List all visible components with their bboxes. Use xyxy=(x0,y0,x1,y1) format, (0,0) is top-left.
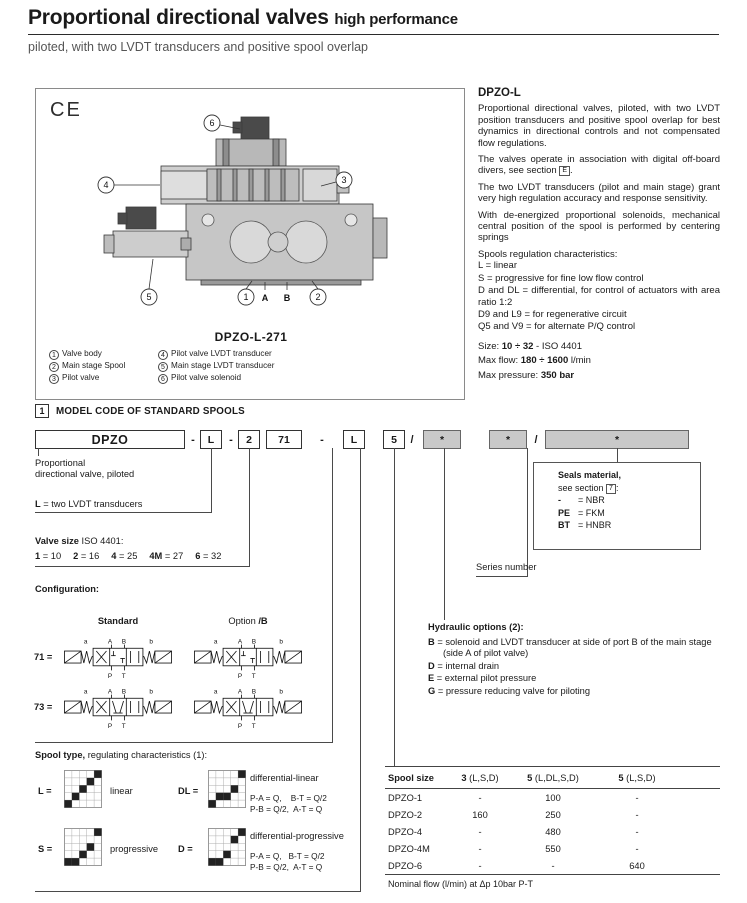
legend-num-icon: 5 xyxy=(158,362,168,372)
table-cell: DPZO-1 xyxy=(388,792,423,803)
config-row-71-label: 71 = xyxy=(34,652,53,662)
legend-num-icon: 6 xyxy=(158,374,168,384)
legend-num-icon: 2 xyxy=(49,362,59,372)
list-item: Q5 and V9 = for alternate P/Q control xyxy=(478,321,636,333)
connector-line xyxy=(35,566,250,567)
table-cell: - xyxy=(478,792,482,803)
column-header: 3 (L,S,D) xyxy=(461,772,499,783)
connector-line xyxy=(332,448,333,742)
spool-type-key: D = xyxy=(178,844,193,854)
model-code-box-option2: * xyxy=(489,430,527,449)
config-row-73-label: 73 = xyxy=(34,702,53,712)
table-row xyxy=(385,806,720,823)
spool-type-name: linear xyxy=(110,786,133,796)
table-cell: 100 xyxy=(545,792,561,803)
spool-type-name: differential-linear xyxy=(250,773,319,783)
model-code-slash: / xyxy=(534,433,538,446)
model-code-box-spool-size: 5 xyxy=(383,430,405,449)
column-header: 5 (L,S,D) xyxy=(618,772,656,783)
table-cell: DPZO-4M xyxy=(388,843,430,854)
valve-symbol-73-option-b xyxy=(188,686,308,729)
callout-1: 1 xyxy=(243,292,249,302)
spool-type-equation: P-B = Q/2, A-T = Q xyxy=(250,862,323,872)
callout-4: 4 xyxy=(103,180,109,190)
legend-num-icon: 1 xyxy=(49,350,59,360)
connector-line xyxy=(444,448,445,620)
product-code-heading: DPZO-L xyxy=(478,87,521,99)
list-item: S = progressive for fine low flow control xyxy=(478,272,644,284)
hydraulic-options xyxy=(428,622,720,698)
max-pressure-spec: Max pressure: 350 bar xyxy=(478,369,575,381)
table-cell: 250 xyxy=(545,809,561,820)
page-title-suffix: high performance xyxy=(334,11,458,28)
column-header: 5 (L,DL,S,D) xyxy=(527,772,579,783)
list-item: D9 and L9 = for regenerative circuit xyxy=(478,308,627,320)
seals-material-box xyxy=(533,462,701,550)
hydraulic-options-title: Hydraulic options (2): xyxy=(428,622,524,632)
model-code-section-number: 1 xyxy=(35,404,49,418)
connector-line xyxy=(476,576,528,577)
spool-type-title: Spool type, regulating characteristics (1): xyxy=(35,750,208,760)
connector-line xyxy=(617,448,618,462)
spool-type-equation: P-A = Q, B-T = Q/2 xyxy=(250,793,327,803)
legend-item: 6 Pilot valve solenoid xyxy=(158,373,241,384)
legend-item: 3 Pilot valve xyxy=(49,373,99,384)
description-paragraph: Proportional directional valves, piloted, with two LVDT position transducers and positive spool overlap for best dynamics in directional controls and not compensated flow regulations. xyxy=(478,103,720,149)
page-title: Proportional directional valves high performance xyxy=(28,6,458,29)
seals-title: Seals material, xyxy=(558,470,622,480)
spool-size-table xyxy=(385,766,720,891)
model-code-box-family: DPZO xyxy=(35,430,185,449)
spools-characteristics-heading: Spools regulation characteristics: xyxy=(478,248,618,260)
connector-line xyxy=(360,448,361,891)
table-footer-note: Nominal flow (l/min) at Δp 10bar P-T xyxy=(385,874,720,891)
table-cell: 160 xyxy=(472,809,488,820)
legend-item: 1 Valve body xyxy=(49,349,102,360)
column-header: Spool size xyxy=(388,772,434,783)
legend-item: 4 Pilot valve LVDT transducer xyxy=(158,349,272,360)
callout-3: 3 xyxy=(341,175,347,185)
connector-line xyxy=(527,448,528,576)
table-cell: - xyxy=(635,826,639,837)
description-paragraph: The two LVDT transducers (pilot and main stage) grant very high regulation accuracy and response sensitivity. xyxy=(478,181,720,205)
section-ref-box: E xyxy=(559,166,570,176)
spool-type-key: DL = xyxy=(178,786,199,796)
table-cell: DPZO-4 xyxy=(388,826,423,837)
characteristic-grid-icon-linear xyxy=(64,770,102,808)
port-a-label: A xyxy=(261,293,269,303)
model-code-slash: / xyxy=(410,433,414,446)
table-cell: - xyxy=(551,860,555,871)
valve-symbol-71-standard xyxy=(58,636,178,679)
valve-size-title: Valve size ISO 4401: xyxy=(35,536,124,546)
model-code-box-size: 2 xyxy=(238,430,260,449)
connector-line xyxy=(35,742,333,743)
table-cell: - xyxy=(635,792,639,803)
callout-6: 6 xyxy=(209,118,215,128)
standard-header: Standard xyxy=(97,616,139,626)
characteristic-grid-icon-progressive xyxy=(64,828,102,866)
hydraulic-option: D = internal drain xyxy=(428,660,500,671)
option-b-header: Option /B xyxy=(228,616,268,626)
model-code-dash: - xyxy=(191,433,195,446)
model-code-box-seals: * xyxy=(545,430,689,449)
page-subtitle: piloted, with two LVDT transducers and positive spool overlap xyxy=(28,40,368,54)
size-spec: Size: 10 ÷ 32 - ISO 4401 xyxy=(478,340,582,352)
legend-num-icon: 4 xyxy=(158,350,168,360)
spool-type-name: differential-progressive xyxy=(250,831,344,841)
seals-option: BT = HNBR xyxy=(558,520,612,530)
spools-characteristics-list xyxy=(478,260,720,332)
figure-model-label: DPZO-L-271 xyxy=(214,330,288,344)
table-cell: DPZO-6 xyxy=(388,860,423,871)
valve-figure-panel xyxy=(35,88,465,400)
model-code-box-spool-type: L xyxy=(343,430,365,449)
table-row xyxy=(385,840,720,857)
connector-line xyxy=(394,448,395,766)
model-code-section-title: MODEL CODE OF STANDARD SPOOLS xyxy=(56,406,245,417)
legend-num-icon: 3 xyxy=(49,374,59,384)
spool-type-name: progressive xyxy=(110,844,159,854)
ce-mark: CE xyxy=(50,99,82,121)
lvdt-label: L = two LVDT transducers xyxy=(35,499,143,509)
hydraulic-option: E = external pilot pressure xyxy=(428,673,537,683)
table-cell: - xyxy=(478,843,482,854)
family-label: Proportional directional valve, piloted xyxy=(35,458,135,479)
spool-type-equation: P-B = Q/2, A-T = Q xyxy=(250,804,323,814)
connector-line xyxy=(38,448,39,456)
port-b-label: B xyxy=(283,293,291,303)
seals-option: PE = FKM xyxy=(558,507,605,518)
model-code-box-configuration: 71 xyxy=(266,430,302,449)
list-item: D and DL = differential, for control of actuators with area ratio 1:2 xyxy=(478,285,720,308)
spool-type-key: S = xyxy=(38,844,53,854)
table-row xyxy=(385,823,720,840)
table-cell: 480 xyxy=(545,826,561,837)
model-code-box-option1: * xyxy=(423,430,461,449)
table-cell: - xyxy=(635,843,639,854)
valve-size-values: 1 = 10 2 = 16 4 = 25 4M = 27 6 = 32 xyxy=(35,551,222,561)
hydraulic-option: G = pressure reducing valve for piloting xyxy=(428,685,591,696)
model-code-dash: - xyxy=(320,433,324,446)
configuration-title: Configuration: xyxy=(35,584,100,594)
connector-line xyxy=(211,448,212,512)
table-cell: - xyxy=(478,860,482,871)
characteristic-grid-icon-differential-linear xyxy=(208,770,246,808)
legend-item: 5 Main stage LVDT transducer xyxy=(158,361,274,372)
seals-see-section: see section 7 : xyxy=(558,482,619,493)
product-description xyxy=(478,88,720,381)
max-flow-spec: Max flow: 180 ÷ 1600 l/min xyxy=(478,355,591,367)
description-paragraph: With de-energized proportional solenoids, mechanical central position of the spool is performed by centering springs xyxy=(478,209,720,244)
model-code-dash: - xyxy=(229,433,233,446)
section-ref-box: 7 xyxy=(606,484,616,494)
legend-item: 2 Main stage Spool xyxy=(49,361,125,372)
table-row xyxy=(385,789,720,806)
callout-2: 2 xyxy=(315,292,321,302)
table-cell: DPZO-2 xyxy=(388,809,423,820)
table-row xyxy=(385,857,720,874)
table-cell: 640 xyxy=(629,860,645,871)
connector-line xyxy=(249,448,250,566)
callout-5: 5 xyxy=(146,292,152,302)
connector-line xyxy=(35,891,361,892)
table-cell: - xyxy=(478,826,482,837)
seals-option: - = NBR xyxy=(558,495,605,505)
valve-symbol-71-option-b xyxy=(188,636,308,679)
valve-cross-section-drawing xyxy=(41,93,461,328)
hydraulic-option: B = solenoid and LVDT transducer at side of port B of the main stage (side A of pilot valve) xyxy=(428,636,712,658)
series-number-label: Series number xyxy=(476,562,537,572)
list-item: L = linear xyxy=(478,260,517,272)
header-divider xyxy=(28,34,719,35)
model-code-box-lvdt: L xyxy=(200,430,222,449)
characteristic-grid-icon-differential-progressive xyxy=(208,828,246,866)
table-cell: 550 xyxy=(545,843,561,854)
spool-type-equation: P-A = Q, B-T = Q/2 xyxy=(250,851,325,861)
description-paragraph: The valves operate in association with digital off-board divers, see section E . xyxy=(478,154,720,177)
table-cell: - xyxy=(635,809,639,820)
connector-line xyxy=(35,512,212,513)
spool-type-key: L = xyxy=(38,786,52,796)
valve-symbol-73-standard xyxy=(58,686,178,729)
table-header-row xyxy=(385,767,720,789)
